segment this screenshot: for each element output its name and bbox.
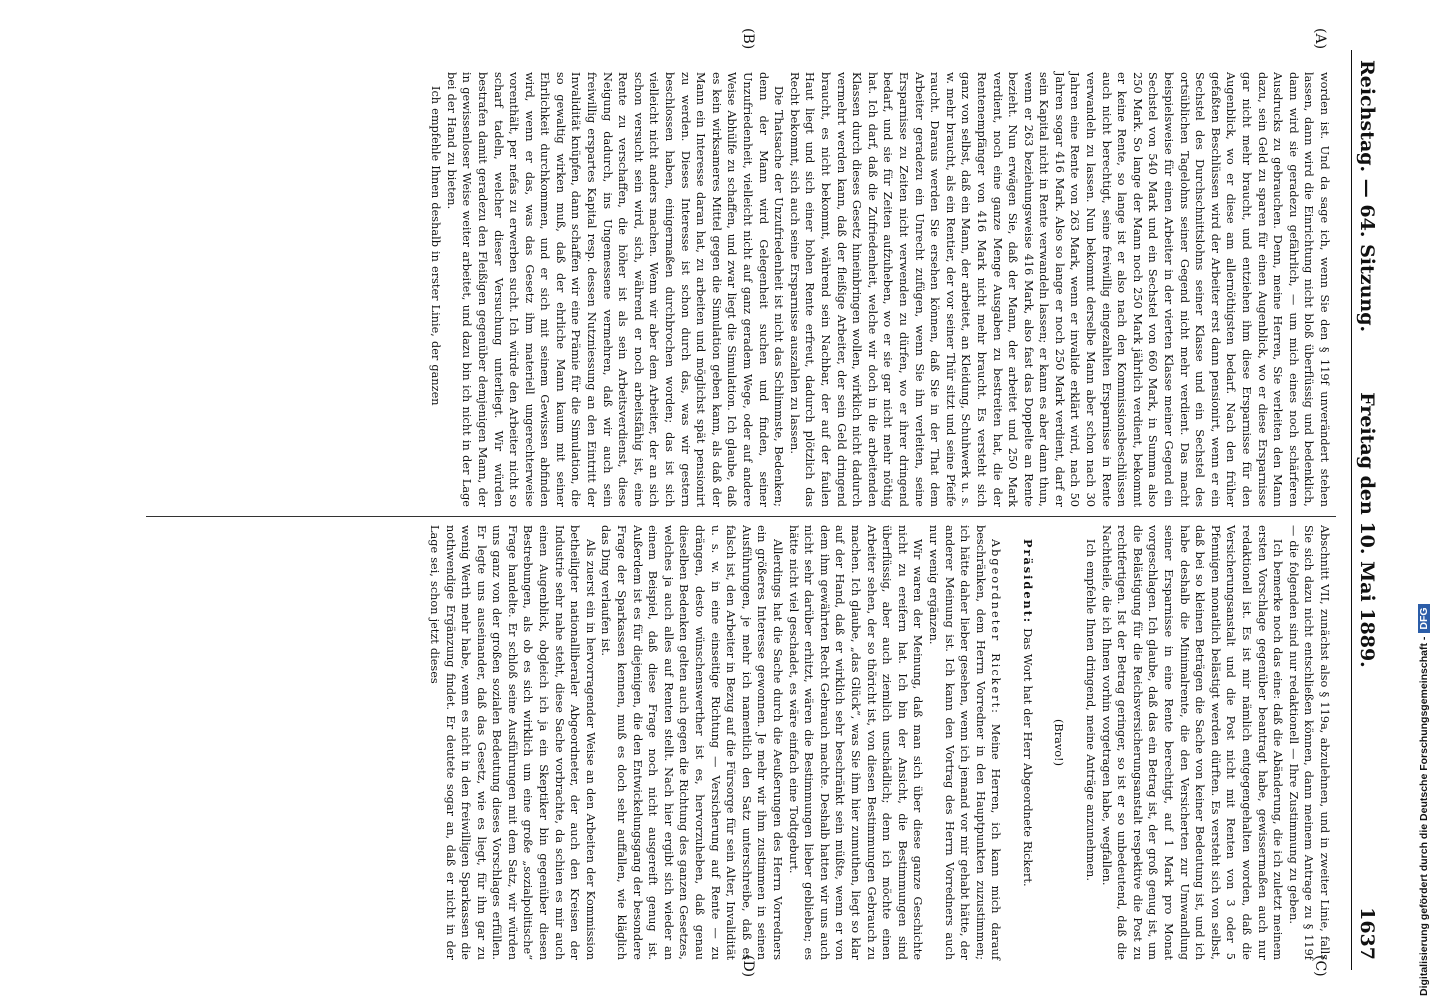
margin-marker-d: (D): [740, 955, 756, 978]
speaker-label-president: Präsident:: [1020, 539, 1035, 625]
president-text: Das Wort hat der Herr Abgeordnete Rickert.: [1020, 628, 1034, 887]
header-rule: [1351, 50, 1352, 970]
right-paragraph-2: Ich bemerke noch das eine: daß die Abänderung, die ich zuletzt meinem ersten Vorschlage gegenüber beantragt habe, gewissermaßen auch nur redaktionell ist. Es ist mir nämlich entgegengehalten worden, daß die Versicherungsanstalt und die Post nicht mit Renten von 3 oder 5 Pfennigen monatlich belästigt werden dürften. Es versteht sich von selbst, daß bei so kleinen Beträgen die Sache von keiner Bedeutung ist, und ich habe deshalb die Minimalrente, die den Versicherten zur Umwandlung seiner Ersparnisse in eine Rente berechtigt, auf 1 Mark pro Monat vorgeschlagen. Ich glaube, daß das ein Betrag ist, der groß genug ist, um die Belästigung für die Reichsversicherungsanstalt respektive die Post zu rechtfertigen. Ist der Betrag geringer, so ist er so unbedeutend, daß die Nachtheile, die ich Ihnen vorhin vorgetragen habe, wegfallen.: [1099, 525, 1285, 960]
credit-text: Digitalisierung gefördert durch die Deutsche Forschungsgemeinschaft -: [1418, 636, 1430, 996]
left-paragraph-1: worden ist. Und da sage ich, wenn Sie den § 119f unverändert stehen lassen, dann wird die Einrichtung nicht bloß überflüssig und bedenklich, dann wird sie geradezu gefährlich, — um mich eines noch schärferen Ausdrucks zu gebrauchen. Denn, meine Herren, Sie verleiten den Mann dazu, sein Geld zu sparen für einen Augenblick, wo er diese Ersparnisse gar nicht mehr braucht, und entziehen ihm diese Ersparnisse für den Augenblick, wo er diese am allernöthigsten bedarf. Nach den früher gefaßten Beschlüssen wird der Arbeiter erst dann pensionirt, wenn er ein Sechstel des Durchschnittslohns seiner Klasse und ein Sechstel des ortsüblichen Tagelohns seiner Gegend nicht mehr verdient. Das macht beispielsweise für einen Arbeiter in der vierten Klasse meiner Gegend ein Sechstel von 540 Mark und ein Sechstel von 660 Mark, in Summa also 250 Mark. So lange der Mann noch 250 Mark jährlich verdient, bekommt er keine Rente, so lange ist er also nach den Kommissionsbeschlüssen auch nicht berechtigt, seine freiwillig eingezahlten Ersparnisse in Rente verwandeln zu lassen. Nun bekommt derselbe Mann aber schon nach 30 Jahren eine Rente von 263 Mark, wenn er invalide erklärt wird, nach 50 Jahren sogar 416 Mark. Also so lange er noch 250 Mark verdient, darf er sein Kapital nicht in Rente verwandeln lassen; er kann es aber dann thun, wenn er 263 beziehungsweise 416 Mark, also fast das Doppelte an Rente bezieht. Nun erwägen Sie, daß der Mann, der arbeitet und 250 Mark verdient, noch eine ganze Menge Ausgaben zu bestreiten hat, die der Rentenempfänger von 416 Mark nicht mehr braucht. Es versteht sich ganz von selbst, daß ein Mann, der arbeitet, an Kleidung, Schuhwerk u. s. w. mehr braucht, als ein Rentier, der vor seiner Thür sitzt und seine Pfeife raucht. Daraus werden Sie ersehen können, daß Sie in der That dem Arbeiter geradezu ein Unrecht zufügen, wenn Sie ihn verleiten, seine Ersparnisse zu Zeiten nicht verwenden zu dürfen, wo er ihrer dringend bedarf, und sie für Zeiten aufzuheben, wo er sie gar nicht mehr nöthig hat. Ich darf, daß die Zufriedenheit, welche wir doch in die arbeitenden Klassen durch dieses Gesetz hineinbringen wollen, wirklich nicht dadurch vermehrt werden kann, daß der fleißige Arbeiter, der sein Geld dringend braucht, es nicht bekommt, während sein Nachbar, der auf der faulen Haut liegt und sich einer hohen Rente erfreut, dadurch plötzlich das Recht bekommt, sich auch seine Ersparnisse auszahlen zu lassen.: [787, 72, 1331, 507]
rickert-statement: [925, 525, 1003, 960]
digitization-credit: [1418, 604, 1430, 996]
left-paragraph-3: Ich empfehle Ihnen deshalb in erster Linie, der ganzen: [429, 86, 443, 406]
page-header: [1338, 0, 1416, 1000]
margin-marker-c: (C): [1312, 955, 1328, 977]
right-column: [426, 525, 1332, 960]
right-paragraph-7: Wir waren der Meinung, daß man sich über diese ganze Geschichte nicht zu ereifern hat. Ich bin der Ansicht, die Bestimmungen sind überflüssig, aber auch ziemlich unschädlich; denn ich möchte einen Arbeiter sehen, der so thöricht ist, von diesen Bestimmungen Gebrauch zu machen. Ich glaube, „das Glück“, was Sie ihm hier zumuthen, liegt so klar auf der Hand, daß er wirklich sehr beschränkt sein müßte, wenn er von dem ihm gewährten Recht Gebrauch machte. Deshalb hatten wir uns auch nicht sehr darüber erhitzt, wären die Bestimmungen lieber geblieben; es hätte nicht viel geschadet, es wäre einfach eine Todtgeburt.: [786, 525, 925, 960]
header-date: Freitag den 10. Mai 1889.: [1356, 392, 1378, 668]
left-paragraph-2: Die Thatsache der Unzufriedenheit ist nicht das Schlimmste, Bedenken; denn der Mann wird Gelegenheit suchen und finden, seiner Unzufriedenheit, vielleicht nicht auf ganz geradem Wege, oder auf andere Weise Abhülfe zu schaffen, und zwar liegt die Simulation. Ich glaube, daß es kein wirksameres Mittel gegen die Simulation geben kann, als daß der Mann ein Interesse daran hat, zu arbeiten und möglichst spät pensionirt zu werden. Dieses Interesse ist schon durch das, was wir gestern beschlossen haben, einigermaßen durchbrochen worden; das ist sich vielleicht nicht anders machen. Wenn wir aber dem Arbeiter, der an sich schon versucht sein wird, sich, während er noch arbeitsfähig ist, eine Rente zu verschaffen, die höher ist als sein Arbeitsverdienst, diese Neigung dadurch, ins Ungemessene vermehren, daß wir auch sein freiwillig erspartes Kapital resp. dessen Nutzniessung an den Eintritt der Invalidität knüpfen, dann schaffen wir eine Prämie für die Simulation, die so gewaltig wirken muß, daß der ehrliche Mann kaum mit seiner Ehrlichkeit durchkommen, und er sich mit seinem Gewissen abfinden wird, wenn er das, was das Gesetz ihm materiell ungerechterweise vorenthält, per nefas zu erwerben sucht. Ich würde den Arbeiter nicht so scharf tadeln, welcher dieser Versuchung unterliegt. Wir würden bestrafen damit geradezu den Fleißigen gegenüber demjenigen Mann, der in gewissenloser Weise weiter arbeitet, und dazu bin ich nicht in der Lage bei der Hand zu bieten.: [444, 72, 786, 507]
left-column: [428, 72, 1332, 507]
right-paragraph-8: Allerdings hat die Sache durch die Aeußerungen des Herrn Vorredners ein größeres Interesse gewonnen. Je mehr wir ihm zustimmen in seinen Ausführungen, je mehr ich namentlich den Satz unterschreibe, daß es falsch ist, den Arbeiter in Bezug auf die Fürsorge für sein Alter, Invalidität u. s. w. in eine einseitige Richtung — Versicherung auf Rente — zu drängen, desto wünschenswerther ist es, hervorzuheben, daß genau dieselben Bedenken gelten auch gegen die Richtung des ganzen Gesetzes, welches ja auch alles auf Renten stellt. Nach hier ergibt sich wieder an einem Beispiel, daß diese Frage noch nicht ausgereift genug ist. Außerdem ist es für diejenigen, die den Entwickelungsgang der besondere Frage der Sparkassen kennen, muß es doch sehr auffallen, wie kläglich das Ding verlaufen ist.: [599, 525, 784, 960]
newspaper-page: [16, 0, 1416, 1000]
speaker-label-rickert: Abgeordneter Rickert:: [989, 539, 1003, 715]
right-paragraph-3: Ich empfehle Ihnen dringend, meine Anträge anzunehmen.: [1084, 539, 1098, 881]
president-statement: [1019, 525, 1035, 960]
margin-marker-b: (B): [740, 28, 756, 50]
right-paragraph-1: Abschnitt VII, zunächst also § 119a, abzulehnen, und in zweiter Linie, falls Sie sich dazu nicht entschließen können, dann meinem Antrage zu § 119f — die folgenden sind nur redaktionell — Ihre Zustimmung zu geben.: [1286, 525, 1331, 960]
header-session: Reichstag. — 64. Sitzung.: [1356, 60, 1378, 333]
applause-note: (Bravo!): [1052, 719, 1066, 766]
margin-marker-a: (A): [1312, 28, 1328, 50]
dfg-logo: DFG: [1418, 604, 1430, 632]
page-number: 1637: [1356, 907, 1378, 960]
right-paragraph-9: Als zuerst ein in hervorragender Weise an den Arbeiten der Kommission betheiligter nationalliberaler Abgeordneter, der auch den Kreisen der Industrie sehr nahe steht, diese Sache vorbrachte, da schien es mir auch einen Augenblick, obgleich ich ja ein Skeptiker bin gegenüber diesen Bestrebungen, als ob es sich wirklich um eine große „sozialpolitische“ Frage handelte. Er schloß seine Ausführungen mit dem Satz, wir würden uns ganz von der großen sozialen Bedeutung dieses Vorschlages erfüllen. Er legte uns auseinander, daß das Gesetz, wie es liegt, für ihn gar zu wenig Werth mehr habe, wenn es nicht in den freiwilligen Sparkassen die nothwendige Ergänzung findet. Er deutete sogar an, daß er nicht in der Lage sei, schon jetzt dieses: [427, 525, 597, 960]
rickert-text: Meine Herren, ich kann mich darauf beschränken, dem Herrn Vorredner in den Hauptpunkten zuzustimmen; ich hätte daher lieber gesehen, wenn ich jemand vor mir gehabt hätte, der anderer Meinung ist. Ich kann den Vortrag des Herrn Vorredners auch nur wenig ergänzen.: [926, 525, 1003, 961]
column-divider: [146, 516, 1336, 517]
